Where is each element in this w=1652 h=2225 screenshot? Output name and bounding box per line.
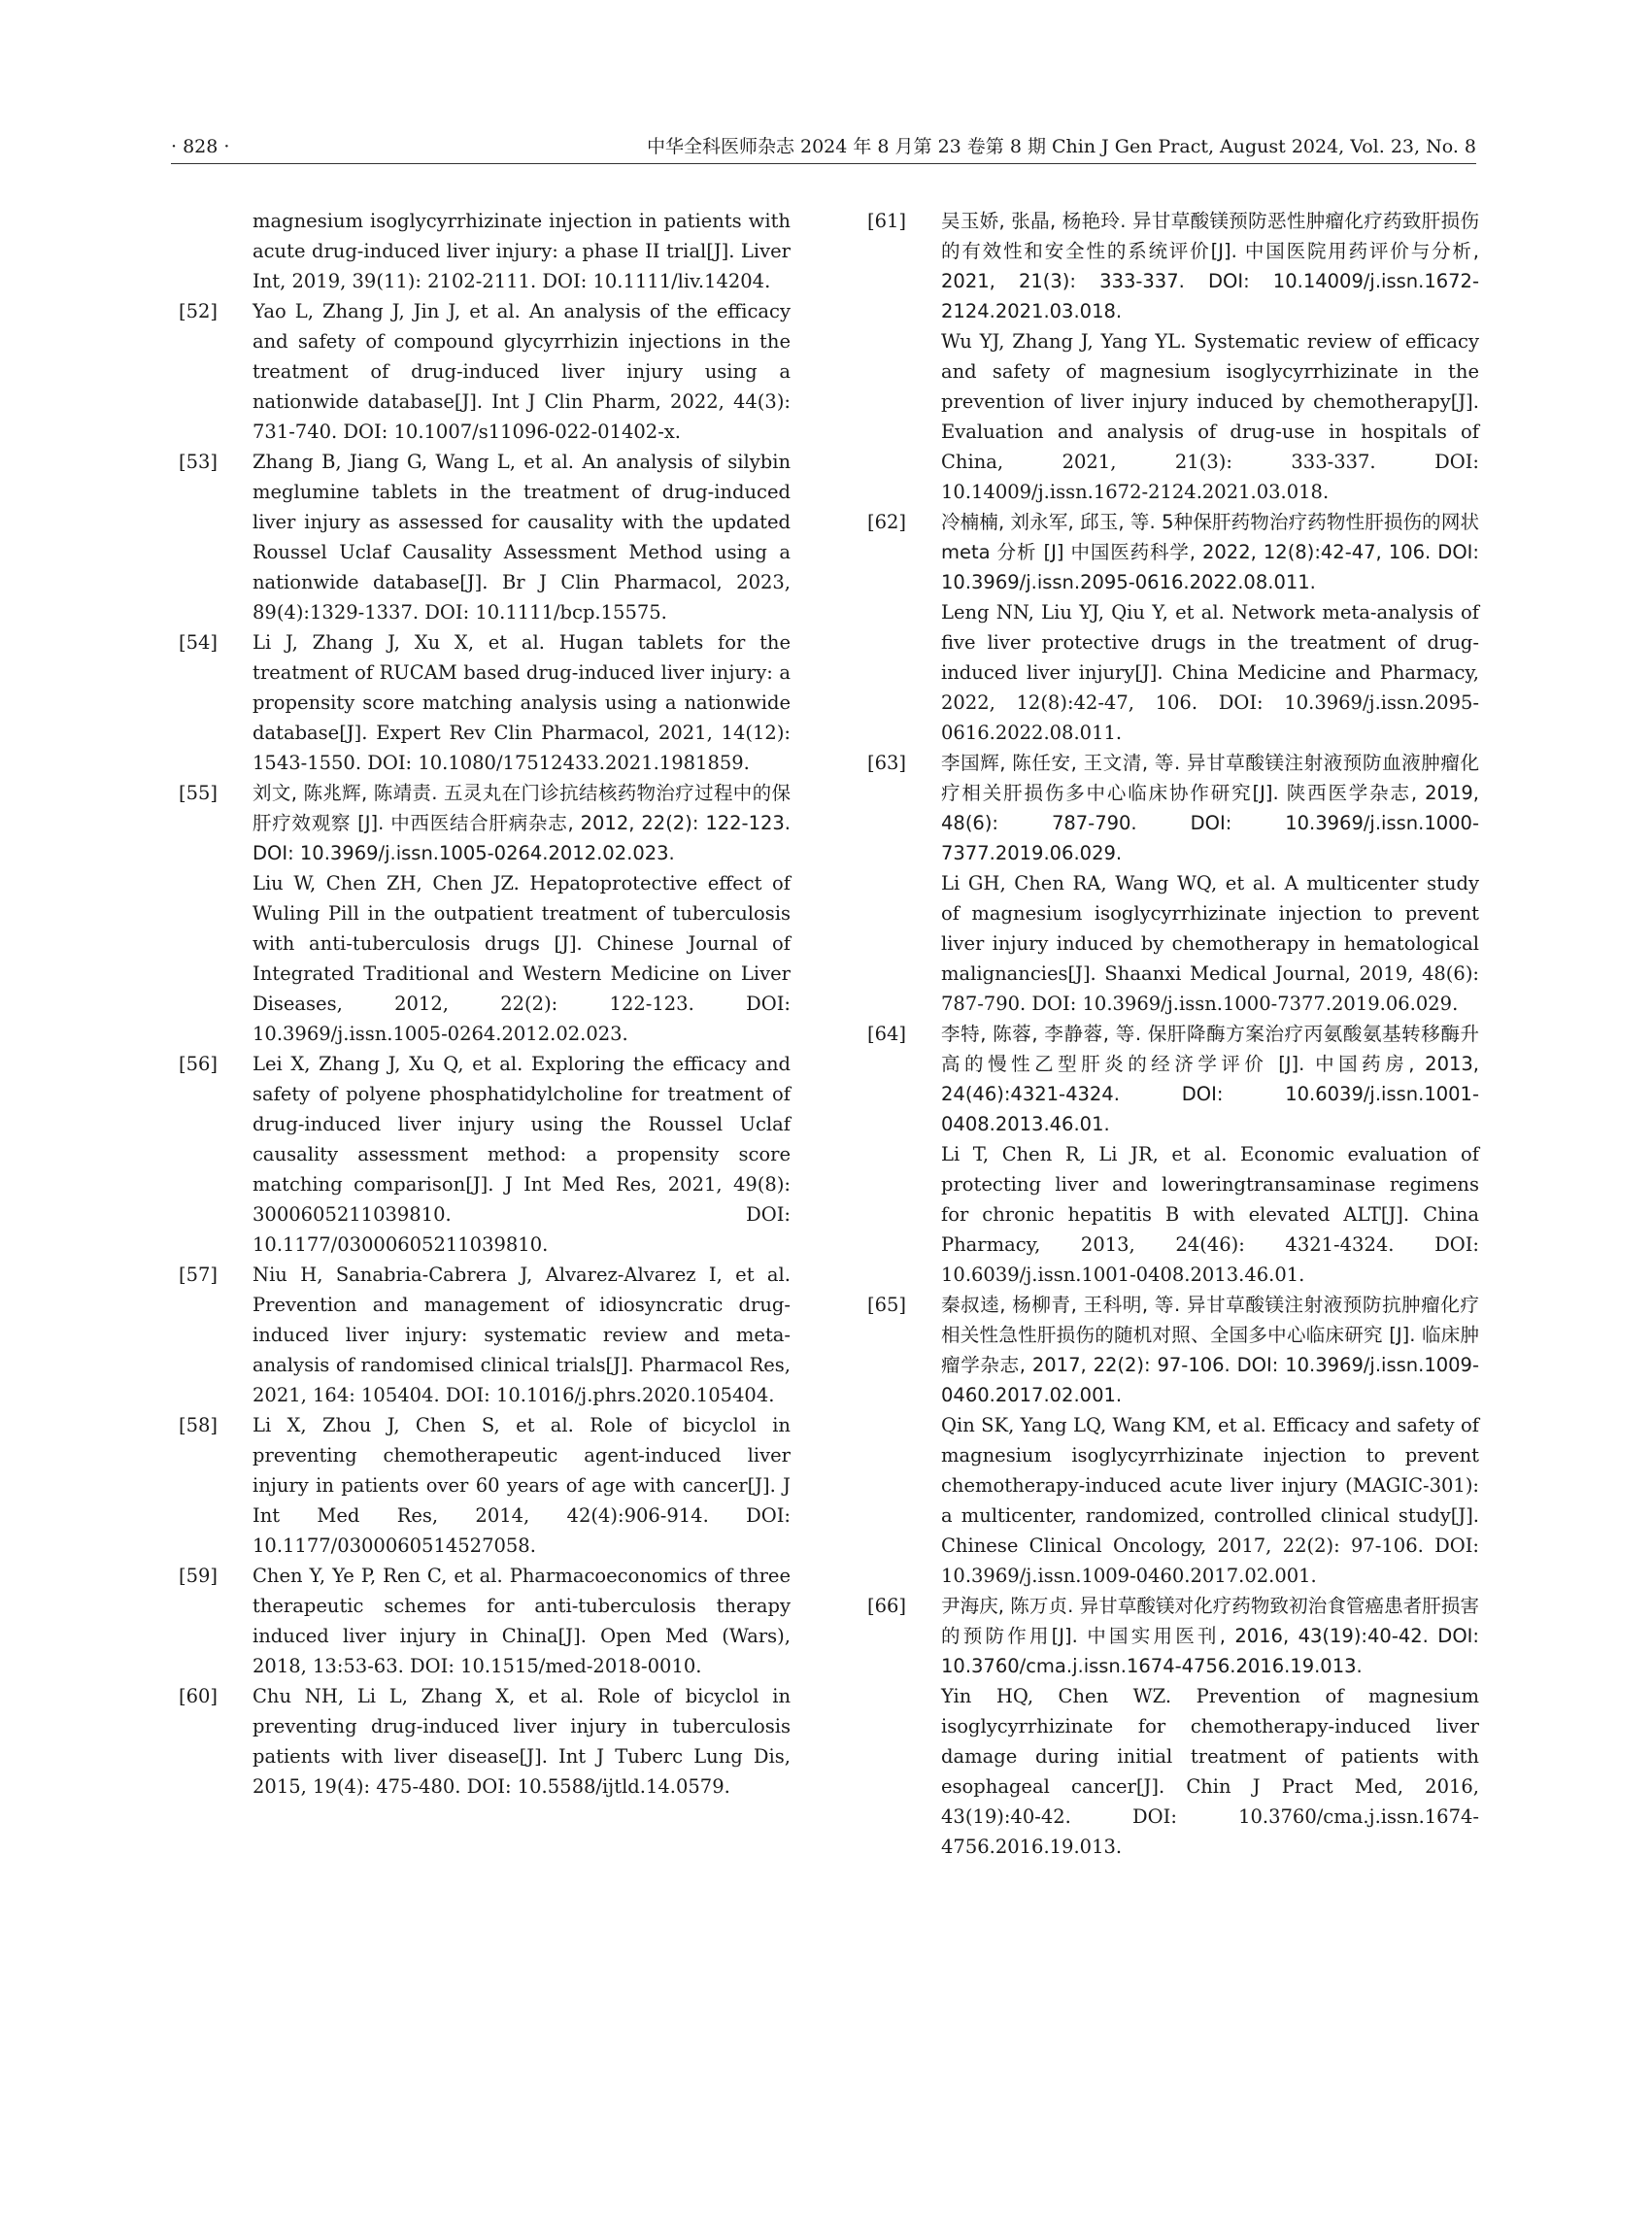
references-left-column xyxy=(179,206,791,1802)
reference-item xyxy=(179,1561,791,1681)
reference-text: Niu H, Sanabria-Cabrera J, Alvarez-Alvarez I, et al. Prevention and management of idiosyncratic drug-induced liver injury: systematic review and meta-analysis of randomised clinical trials[J]. Pharmacol Res, 2021, 164: 105404. DOI: 10.1016/j.phrs.2020.105404. xyxy=(253,1264,791,1406)
reference-item xyxy=(179,1260,791,1410)
reference-text: magnesium isoglycyrrhizinate injection in patients with acute drug-induced liver injury: a phase II trial[J]. Liver Int, 2019, 39(11): 2102-2111. DOI: 10.1111/liv.14204. xyxy=(253,210,791,292)
reference-item xyxy=(179,1681,791,1802)
reference-text: 吴玉娇, 张晶, 杨艳玲. 异甘草酸镁预防恶性肿瘤化疗药致肝损伤的有效性和安全性的系统评价[J]. 中国医院用药评价与分析, 2021, 21(3): 333-337. DOI: 10.14009/j.issn.1672-2124.2021.03.018. xyxy=(941,210,1479,322)
reference-number: [64] xyxy=(867,1023,907,1045)
reference-number: [55] xyxy=(179,782,219,804)
reference-number: [57] xyxy=(179,1264,219,1286)
reference-number: [60] xyxy=(179,1685,219,1707)
reference-text: 李国辉, 陈任安, 王文清, 等. 异甘草酸镁注射液预防血液肿瘤化疗相关肝损伤多中心临床协作研究[J]. 陕西医学杂志, 2019, 48(6): 787-790. DOI: 10.3969/j.issn.1000-7377.2019.06.029. xyxy=(941,752,1479,864)
reference-item xyxy=(179,778,791,1049)
reference-text: Chen Y, Ye P, Ren C, et al. Pharmacoeconomics of three therapeutic schemes for anti-tuberculosis therapy induced liver injury in China[J]. Open Med (Wars), 2018, 13:53-63. DOI: 10.1515/med-2018-0010. xyxy=(253,1565,791,1677)
reference-item xyxy=(867,507,1479,748)
reference-item xyxy=(867,748,1479,1019)
reference-item xyxy=(179,447,791,627)
reference-text: Chu NH, Li L, Zhang X, et al. Role of bicyclol in preventing drug-induced liver injury in tuberculosis patients with liver disease[J]. Int J Tuberc Lung Dis, 2015, 19(4): 475-480. DOI: 10.5588/ijtld.14.0579. xyxy=(253,1685,791,1798)
reference-number: [61] xyxy=(867,210,907,232)
reference-text: 尹海庆, 陈万贞. 异甘草酸镁对化疗药物致初治食管癌患者肝损害的预防作用[J]. 中国实用医刊, 2016, 43(19):40-42. DOI: 10.3760/cma.j.issn.1674-4756.2016.19.013. xyxy=(941,1595,1479,1677)
reference-text: Qin SK, Yang LQ, Wang KM, et al. Efficacy and safety of magnesium isoglycyrrhizinate injection to prevent chemotherapy-induced acute liver injury (MAGIC-301): a multicenter, randomized, controlled clinical study[J]. Chinese Clinical Oncology, 2017, 22(2): 97-106. DOI: 10.3969/j.issn.1009-0460.2017.02.001. xyxy=(941,1414,1479,1587)
reference-number: [65] xyxy=(867,1294,907,1316)
reference-text: Wu YJ, Zhang J, Yang YL. Systematic review of efficacy and safety of magnesium isoglycyrrhizinate in the prevention of liver injury induced by chemotherapy[J]. Evaluation and analysis of drug-use in hospitals of China, 2021, 21(3): 333-337. DOI: 10.14009/j.issn.1672-2124.2021.03.018. xyxy=(941,330,1479,503)
reference-number: [56] xyxy=(179,1053,219,1075)
reference-number: [52] xyxy=(179,300,219,322)
journal-citation: 中华全科医师杂志 2024 年 8 月第 23 卷第 8 期 Chin J Gen Pract, August 2024, Vol. 23, No. 8 xyxy=(646,136,1476,157)
references-right-column xyxy=(867,206,1479,1862)
reference-item xyxy=(867,1019,1479,1290)
reference-item xyxy=(179,1049,791,1260)
reference-text: Zhang B, Jiang G, Wang L, et al. An analysis of silybin meglumine tablets in the treatment of drug-induced liver injury as assessed for causality with the updated Roussel Uclaf Causality Assessment Method using a nationwide database[J]. Br J Clin Pharmacol, 2023, 89(4):1329-1337. DOI: 10.1111/bcp.15575. xyxy=(253,451,791,624)
reference-item xyxy=(179,206,791,296)
reference-text: Liu W, Chen ZH, Chen JZ. Hepatoprotective effect of Wuling Pill in the outpatient treatment of tuberculosis with anti-tuberculosis drugs [J]. Chinese Journal of Integrated Traditional and Western Medicine on Liver Diseases, 2012, 22(2): 122-123. DOI: 10.3969/j.issn.1005-0264.2012.02.023. xyxy=(253,872,791,1045)
reference-item xyxy=(867,1591,1479,1862)
reference-number: [59] xyxy=(179,1565,219,1587)
reference-item xyxy=(179,627,791,778)
reference-text: Li J, Zhang J, Xu X, et al. Hugan tablets for the treatment of RUCAM based drug-induced liver injury: a propensity score matching analysis using a nationwide database[J]. Expert Rev Clin Pharmacol, 2021, 14(12): 1543-1550. DOI: 10.1080/17512433.2021.1981859. xyxy=(253,631,791,774)
reference-item xyxy=(179,1410,791,1561)
reference-text: 秦叔逵, 杨柳青, 王科明, 等. 异甘草酸镁注射液预防抗肿瘤化疗相关性急性肝损伤的随机对照、全国多中心临床研究 [J]. 临床肿瘤学杂志, 2017, 22(2): 97-106. DOI: 10.3969/j.issn.1009-0460.2017.02.001. xyxy=(941,1294,1479,1406)
running-header xyxy=(171,132,1476,164)
reference-number: [54] xyxy=(179,631,219,654)
reference-text: Li GH, Chen RA, Wang WQ, et al. A multicenter study of magnesium isoglycyrrhizinate injection to prevent liver injury induced by chemotherapy in hematological malignancies[J]. Shaanxi Medical Journal, 2019, 48(6): 787-790. DOI: 10.3969/j.issn.1000-7377.2019.06.029. xyxy=(941,872,1479,1015)
reference-number: [53] xyxy=(179,451,219,473)
reference-text: Leng NN, Liu YJ, Qiu Y, et al. Network meta-analysis of five liver protective drugs in the treatment of drug-induced liver injury[J]. China Medicine and Pharmacy, 2022, 12(8):42-47, 106. DOI: 10.3969/j.issn.2095-0616.2022.08.011. xyxy=(941,601,1479,744)
reference-text: Li T, Chen R, Li JR, et al. Economic evaluation of protecting liver and loweringtransaminase regimens for chronic hepatitis B with elevated ALT[J]. China Pharmacy, 2013, 24(46): 4321-4324. DOI: 10.6039/j.issn.1001-0408.2013.46.01. xyxy=(941,1143,1479,1286)
reference-item xyxy=(867,1290,1479,1591)
reference-text: 刘文, 陈兆辉, 陈靖责. 五灵丸在门诊抗结核药物治疗过程中的保肝疗效观察 [J]. 中西医结合肝病杂志, 2012, 22(2): 122-123. DOI: 10.3969/j.issn.1005-0264.2012.02.023. xyxy=(253,782,791,864)
reference-number: [63] xyxy=(867,752,907,774)
reference-number: [58] xyxy=(179,1414,219,1436)
reference-text: Li X, Zhou J, Chen S, et al. Role of bicyclol in preventing chemotherapeutic agent-induced liver injury in patients over 60 years of age with cancer[J]. J Int Med Res, 2014, 42(4):906-914. DOI: 10.1177/0300060514527058. xyxy=(253,1414,791,1557)
reference-text: Yin HQ, Chen WZ. Prevention of magnesium isoglycyrrhizinate for chemotherapy-induced liver damage during initial treatment of patients with esophageal cancer[J]. Chin J Pract Med, 2016, 43(19):40-42. DOI: 10.3760/cma.j.issn.1674-4756.2016.19.013. xyxy=(941,1685,1479,1858)
reference-number: [66] xyxy=(867,1595,907,1617)
page-number: · 828 · xyxy=(171,136,230,157)
reference-item xyxy=(867,206,1479,507)
reference-item xyxy=(179,296,791,447)
reference-text: Yao L, Zhang J, Jin J, et al. An analysis of the efficacy and safety of compound glycyrrhizin injections in the treatment of drug-induced liver injury using a nationwide database[J]. Int J Clin Pharm, 2022, 44(3): 731-740. DOI: 10.1007/s11096-022-01402-x. xyxy=(253,300,791,443)
reference-text: Lei X, Zhang J, Xu Q, et al. Exploring the efficacy and safety of polyene phosphatidylcholine for treatment of drug-induced liver injury using the Roussel Uclaf causality assessment method: a propensity score matching comparison[J]. J Int Med Res, 2021, 49(8): 3000605211039810. DOI: 10.1177/03000605211039810. xyxy=(253,1053,791,1256)
reference-text: 冷楠楠, 刘永军, 邱玉, 等. 5种保肝药物治疗药物性肝损伤的网状 meta 分析 [J] 中国医药科学, 2022, 12(8):42-47, 106. DOI: 10.3969/j.issn.2095-0616.2022.08.011. xyxy=(941,511,1479,593)
reference-number: [62] xyxy=(867,511,907,533)
reference-text: 李特, 陈蓉, 李静蓉, 等. 保肝降酶方案治疗丙氨酸氨基转移酶升高的慢性乙型肝炎的经济学评价 [J]. 中国药房, 2013, 24(46):4321-4324. DOI: 10.6039/j.issn.1001-0408.2013.46.01. xyxy=(941,1023,1479,1135)
